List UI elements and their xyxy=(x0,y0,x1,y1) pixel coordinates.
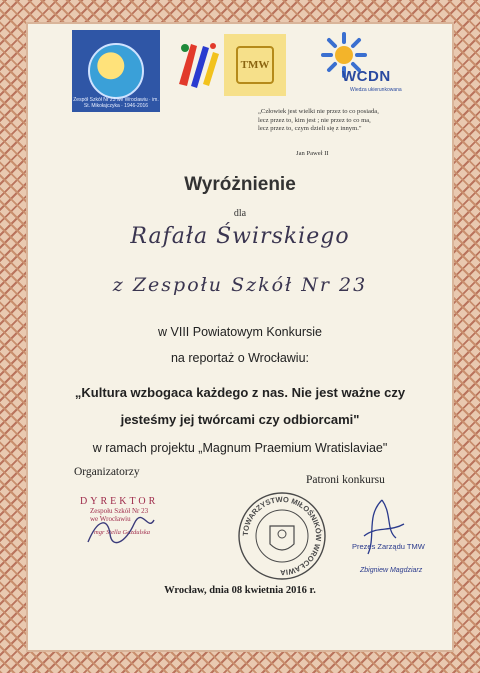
quote-line: „Człowiek jest wielki nie przez to co posiada, xyxy=(258,108,379,115)
stamp-title: DYREKTOR xyxy=(80,496,159,507)
wcdn-logo xyxy=(300,30,410,104)
school-logo-caption: Zespół Szkół Nr 23 we Wrocławiu · im. St. Mikołajczyka · 1946-2016 xyxy=(73,97,159,109)
stamp-line: Zespołu Szkół Nr 23 xyxy=(90,507,149,515)
stamp-name: mgr Stella Gazdulska xyxy=(94,529,150,536)
svg-text:TOWARZYSTWO MIŁOŚNIKÓW WROCŁAW xyxy=(241,495,323,577)
recipient-school: z Zespołu Szkół Nr 23 xyxy=(112,274,368,296)
patrons-label: Patroni konkursu xyxy=(306,474,385,486)
wcdn-text: WCDN xyxy=(342,68,391,85)
globe-icon xyxy=(88,43,144,99)
contest-theme-line: jesteśmy jej twórcami czy odbiorcami" xyxy=(120,412,360,427)
contest-theme-line: „Kultura wzbogaca każdego z nas. Nie jest ważne czy xyxy=(74,385,406,400)
stamp-line: we Wrocławiu xyxy=(90,515,131,523)
for-label: dla xyxy=(233,208,247,219)
society-stamp xyxy=(236,490,328,582)
director-signature xyxy=(68,512,158,550)
quote-line: lecz przez to, czym dzieli się z innym." xyxy=(258,125,362,132)
recipient-name: Rafała Świrskiego xyxy=(130,224,350,249)
certificate-title: Wyróżnienie xyxy=(184,174,296,195)
colorful-logo xyxy=(173,34,225,96)
quote-line: lecz przez to, kim jest ; nie przez to co ma, xyxy=(258,116,371,124)
body-line: na reportaż o Wrocławiu: xyxy=(170,351,310,365)
tmw-title: Prezes Zarządu TMW xyxy=(352,542,425,551)
organizers-label: Organizatorzy xyxy=(74,466,140,478)
school-logo xyxy=(72,30,160,112)
tmw-signature xyxy=(346,496,416,556)
tmw-logo xyxy=(224,34,286,96)
quote-block xyxy=(258,108,448,134)
society-stamp-text: TOWARZYSTWO MIŁOŚNIKÓW WROCŁAWIA xyxy=(240,494,324,578)
quote-author: Jan Paweł II xyxy=(296,150,329,157)
body-line: w ramach projektu „Magnum Praemium Wratislaviae" xyxy=(92,441,388,455)
date-place: Wrocław, dnia 08 kwietnia 2016 r. xyxy=(164,585,316,596)
tmw-name: Zbigniew Magdziarz xyxy=(360,567,423,574)
tmw-logo-mark: TMW xyxy=(236,46,274,84)
body-line: w VIII Powiatowym Konkursie xyxy=(158,325,322,339)
wcdn-tagline: Wiedza ukierunkowana xyxy=(350,87,402,93)
certificate-paper xyxy=(28,24,452,650)
